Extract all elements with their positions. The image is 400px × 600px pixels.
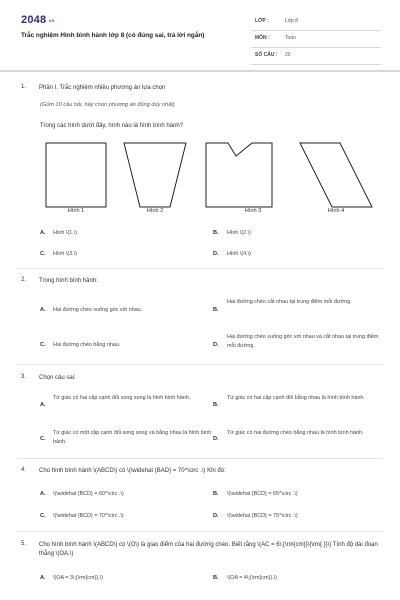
option-text[interactable]: Hình \(3.\) (53, 251, 77, 257)
option-letter[interactable]: D. (213, 436, 219, 442)
option-letter[interactable]: C. (40, 513, 46, 519)
option-text[interactable]: Tứ giác có hai cặp cạnh đối bằng nhau là hình bình hành. (227, 395, 365, 401)
question-text: Trong các hình dưới đây, hình nào là hình bình hành? (40, 123, 184, 129)
option-letter[interactable]: B. (213, 402, 219, 408)
option-letter[interactable]: C. (40, 251, 46, 257)
option-text[interactable]: \(\widehat {BCD} = 70^\circ .\) (53, 513, 124, 519)
header-divider (0, 70, 400, 72)
option-letter[interactable]: A. (40, 575, 46, 581)
figure-3-shape (206, 143, 272, 207)
logo-main: 2048 (21, 14, 47, 26)
site-logo[interactable] (21, 14, 55, 26)
meta-value: Toán (285, 35, 296, 41)
option-text[interactable]: \(\widehat {BCD} = 60^\circ .\) (53, 491, 124, 497)
option-letter[interactable]: D. (213, 342, 219, 348)
question-number: 2. (21, 277, 27, 283)
option-letter[interactable]: C. (40, 342, 46, 348)
section-note: (Gồm 10 câu hỏi, hãy chọn phương án đúng duy nhất) (40, 102, 175, 108)
question-text: Cho hình bình hành \(ABCD\) có \(\widehat {BAD} = 70^\circ .\) Khi đó: (39, 468, 226, 474)
option-letter[interactable]: D. (213, 251, 219, 257)
option-text[interactable]: \(OA = 4\;{\rm{cm}}.\) (227, 575, 277, 581)
meta-row-count (251, 48, 381, 65)
option-letter[interactable]: A. (40, 307, 46, 313)
option-text[interactable]: \(OA = 3\;{\rm{cm}}.\) (53, 575, 103, 581)
question-text: Trong hình bình hành: (39, 278, 98, 284)
option-text[interactable]: Hình \(1.\) (53, 230, 77, 236)
section-heading: Phần I. Trắc nghiệm nhiều phương án lựa chọn (39, 85, 166, 91)
figure-label: Hình 4 (327, 208, 345, 214)
page-header (0, 0, 400, 72)
figures-svg (40, 141, 380, 209)
meta-box (251, 14, 381, 65)
option-letter[interactable]: B. (213, 491, 219, 497)
question-separator (17, 268, 383, 269)
option-letter[interactable]: D. (213, 513, 219, 519)
option-letter[interactable]: B. (213, 307, 219, 313)
question-separator (17, 531, 383, 532)
question-number: 5. (21, 541, 27, 547)
meta-row-class (251, 14, 381, 31)
option-text[interactable]: Hình \(4.\) (227, 251, 251, 257)
option-letter[interactable]: B. (213, 575, 219, 581)
option-letter[interactable]: C. (40, 436, 46, 442)
question-separator (17, 364, 383, 365)
option-letter[interactable]: B. (213, 230, 219, 236)
figure-4-parallelogram (300, 143, 372, 207)
option-text[interactable]: Hai đường chéo bằng nhau. (53, 342, 121, 348)
meta-key: MÔN : (255, 35, 270, 41)
option-text[interactable]: Tứ giác có một cặp cạnh đối song song và bằng nhau là hình bình hành. (53, 430, 212, 445)
question-text: Chọn câu sai: (39, 375, 76, 381)
option-letter[interactable]: A. (40, 491, 46, 497)
option-text[interactable]: Hai đường chéo cắt nhau tại trung điểm mỗi đường. (227, 299, 352, 305)
logo-sub: .VN (47, 18, 55, 23)
option-letter[interactable]: A. (40, 402, 46, 408)
figure-label: Hình 3 (244, 208, 262, 214)
page-title: Trắc nghiệm Hình bình hành lớp 8 (có đúng sai, trả lời ngắn) (21, 32, 205, 39)
option-text[interactable]: Hai đường chéo vuông góc với nhau. (53, 307, 143, 313)
question-number: 4. (21, 467, 27, 473)
meta-value: 20 (285, 52, 291, 58)
figures-row (40, 141, 380, 221)
meta-row-subject (251, 31, 381, 48)
option-text[interactable]: \(\widehat {BCD} = 65^\circ .\) (227, 491, 298, 497)
question-number: 1. (21, 84, 27, 90)
figure-1-rectangle (46, 143, 106, 207)
option-text[interactable]: Tứ giác có hai đường chéo bằng nhau là hình bình hành. (227, 430, 364, 436)
meta-key: LỚP : (255, 18, 269, 24)
meta-key: SỐ CÂU : (255, 52, 278, 58)
meta-value: Lớp 8 (285, 18, 299, 24)
option-text[interactable]: Hình \(2.\) (227, 230, 251, 236)
option-text[interactable]: Tứ giác có hai cặp cạnh đối song song là hình bình hành. (53, 395, 191, 401)
figure-label: Hình 1 (67, 208, 85, 214)
option-text[interactable]: Hai đường chéo vuông góc với nhau và cắt nhau tại trung điểm mỗi đường. (227, 334, 379, 349)
question-separator (17, 458, 383, 459)
question-number: 3. (21, 374, 27, 380)
question-text: Cho hình bình hành \(ABCD\) có \(O\) là giao điểm của hai đường chéo. Biết rằng \(AC = 6\;{\rm{cm}}\{\rm{.}}\) Tính độ dài đoạn thẳng \(OA.\) (39, 542, 378, 557)
figure-label: Hình 2 (146, 208, 164, 214)
option-letter[interactable]: A. (40, 230, 46, 236)
figure-2-trapezoid (124, 143, 186, 207)
option-text[interactable]: \(\widehat {BCD} = 75^\circ .\) (227, 513, 298, 519)
